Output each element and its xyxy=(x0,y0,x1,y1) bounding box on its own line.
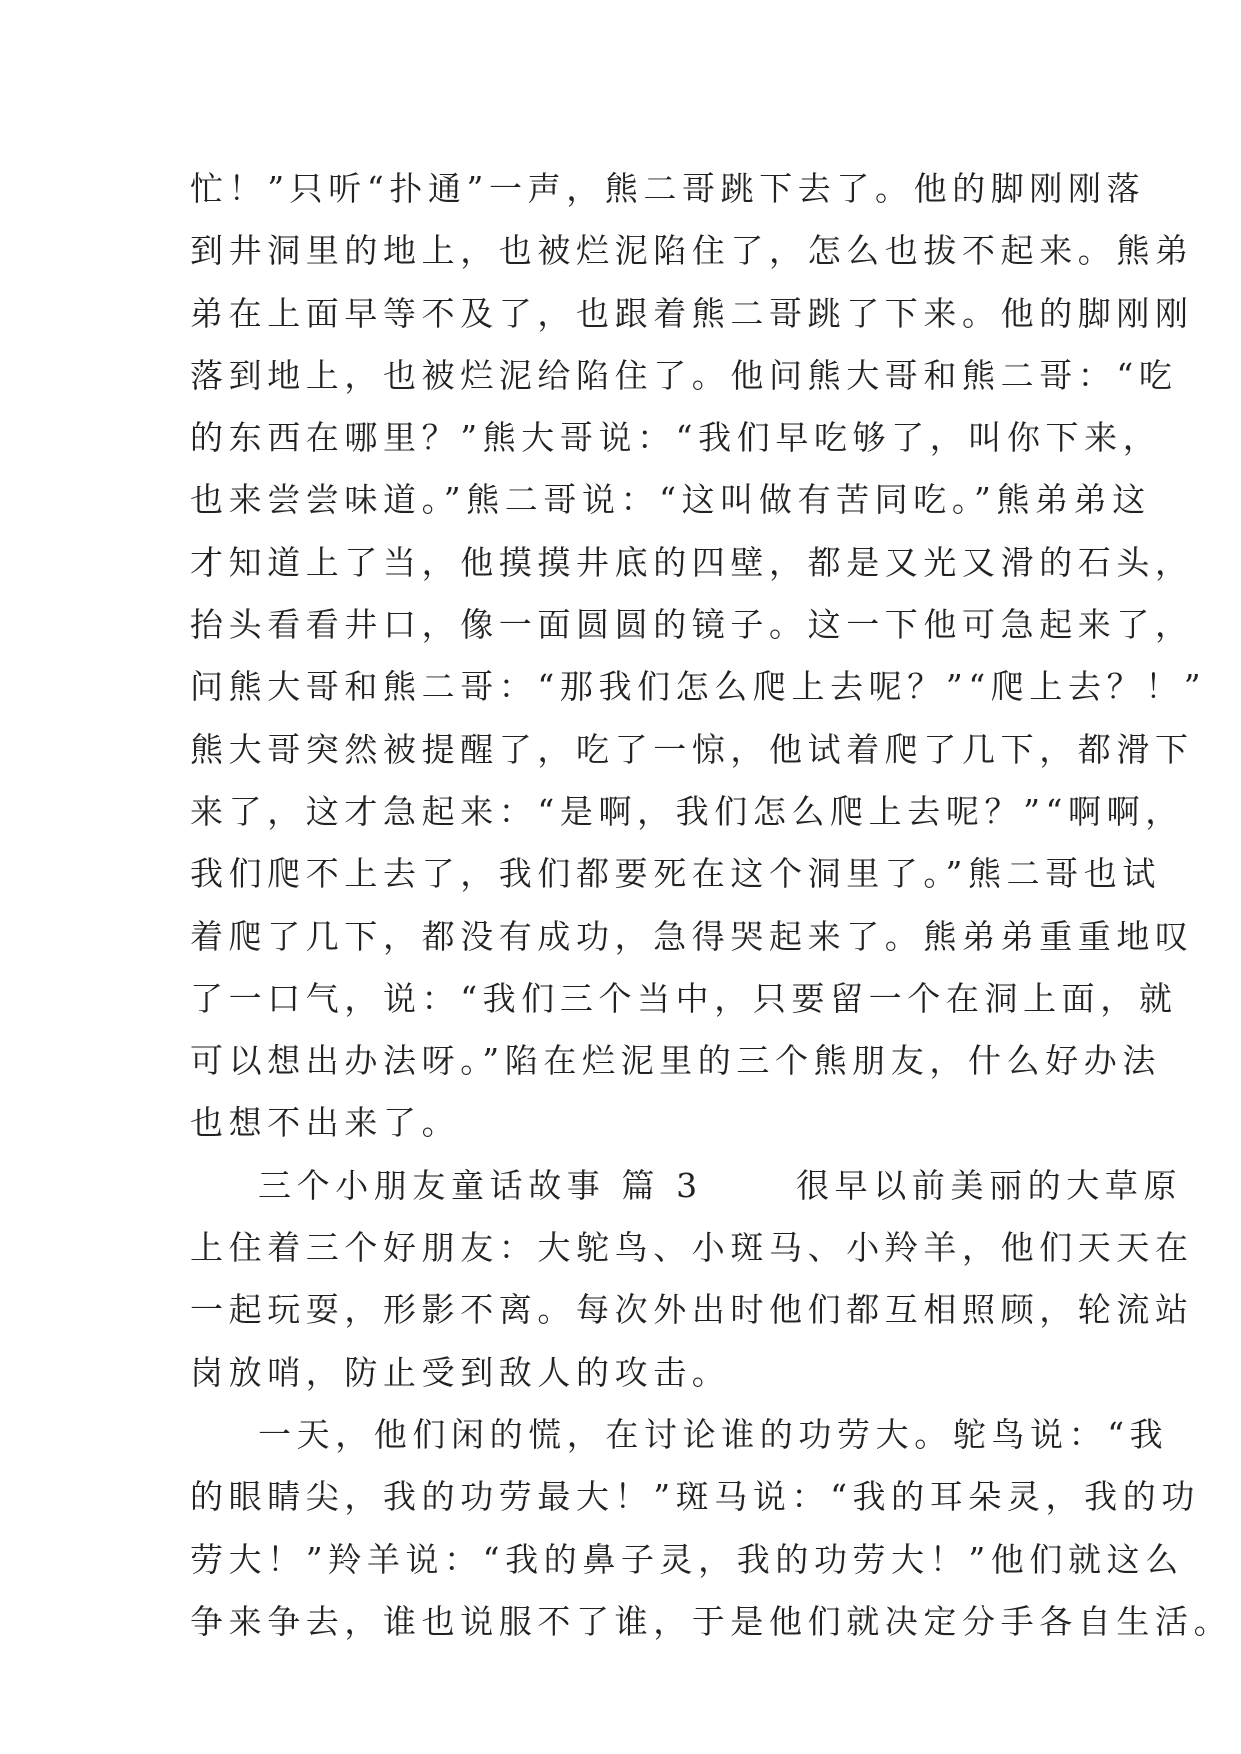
text-line: 才知道上了当，他摸摸井底的四壁，都是又光又滑的石头， xyxy=(190,542,1194,582)
text-line: 也想不出来了。 xyxy=(190,1103,461,1143)
text-line: 争来争去，谁也说服不了谁，于是他们就决定分手各自生活。 xyxy=(190,1601,1233,1641)
text-line: 了一口气，说：“我们三个当中，只要留一个在洞上面，就 xyxy=(190,978,1178,1018)
text-line: 我们爬不上去了，我们都要死在这个洞里了。”熊二哥也试 xyxy=(190,854,1161,894)
paragraph-start-line: 一天，他们闲的慌，在讨论谁的功劳大。鸵鸟说：“我 xyxy=(258,1414,1169,1454)
text-line: 问熊大哥和熊二哥：“那我们怎么爬上去呢？”“爬上去？！” xyxy=(190,667,1207,707)
text-line: 的眼睛尖，我的功劳最大！”斑马说：“我的耳朵灵，我的功 xyxy=(190,1477,1200,1517)
text-line: 也来尝尝味道。”熊二哥说：“这叫做有苦同吃。”熊弟弟这 xyxy=(190,480,1151,520)
text-line: 着爬了几下，都没有成功，急得哭起来了。熊弟弟重重地叹 xyxy=(190,916,1194,956)
text-line: 岗放哨，防止受到敌人的攻击。 xyxy=(190,1352,731,1392)
text-line: 忙！”只听“扑通”一声，熊二哥跳下去了。他的脚刚刚落 xyxy=(190,169,1146,208)
text-line: 可以想出办法呀。”陷在烂泥里的三个熊朋友，什么好办法 xyxy=(190,1041,1161,1081)
text-line: 落到地上，也被烂泥给陷住了。他问熊大哥和熊二哥：“吃 xyxy=(190,355,1178,395)
text-line: 劳大！”羚羊说：“我的鼻子灵，我的功劳大！”他们就这么 xyxy=(190,1539,1184,1579)
section-heading-line: 三个小朋友童话故事 篇 3 很早以前美丽的大草原 xyxy=(258,1165,1183,1205)
text-line: 的东西在哪里？”熊大哥说：“我们早吃够了，叫你下来， xyxy=(190,418,1162,458)
text-line: 弟在上面早等不及了，也跟着熊二哥跳了下来。他的脚刚刚 xyxy=(190,293,1194,333)
text-line: 到井洞里的地上，也被烂泥陷住了，怎么也拔不起来。熊弟 xyxy=(190,231,1194,271)
text-line: 一起玩耍，形影不离。每次外出时他们都互相照顾，轮流站 xyxy=(190,1290,1194,1330)
text-line: 上住着三个好朋友：大鸵鸟、小斑马、小羚羊，他们天天在 xyxy=(190,1228,1194,1268)
text-line: 来了，这才急起来：“是啊，我们怎么爬上去呢？”“啊啊， xyxy=(190,791,1184,831)
text-line: 抬头看看井口，像一面圆圆的镜子。这一下他可急起来了， xyxy=(190,605,1194,645)
story-text xyxy=(190,158,1233,1653)
text-line: 熊大哥突然被提醒了，吃了一惊，他试着爬了几下，都滑下 xyxy=(190,729,1194,769)
